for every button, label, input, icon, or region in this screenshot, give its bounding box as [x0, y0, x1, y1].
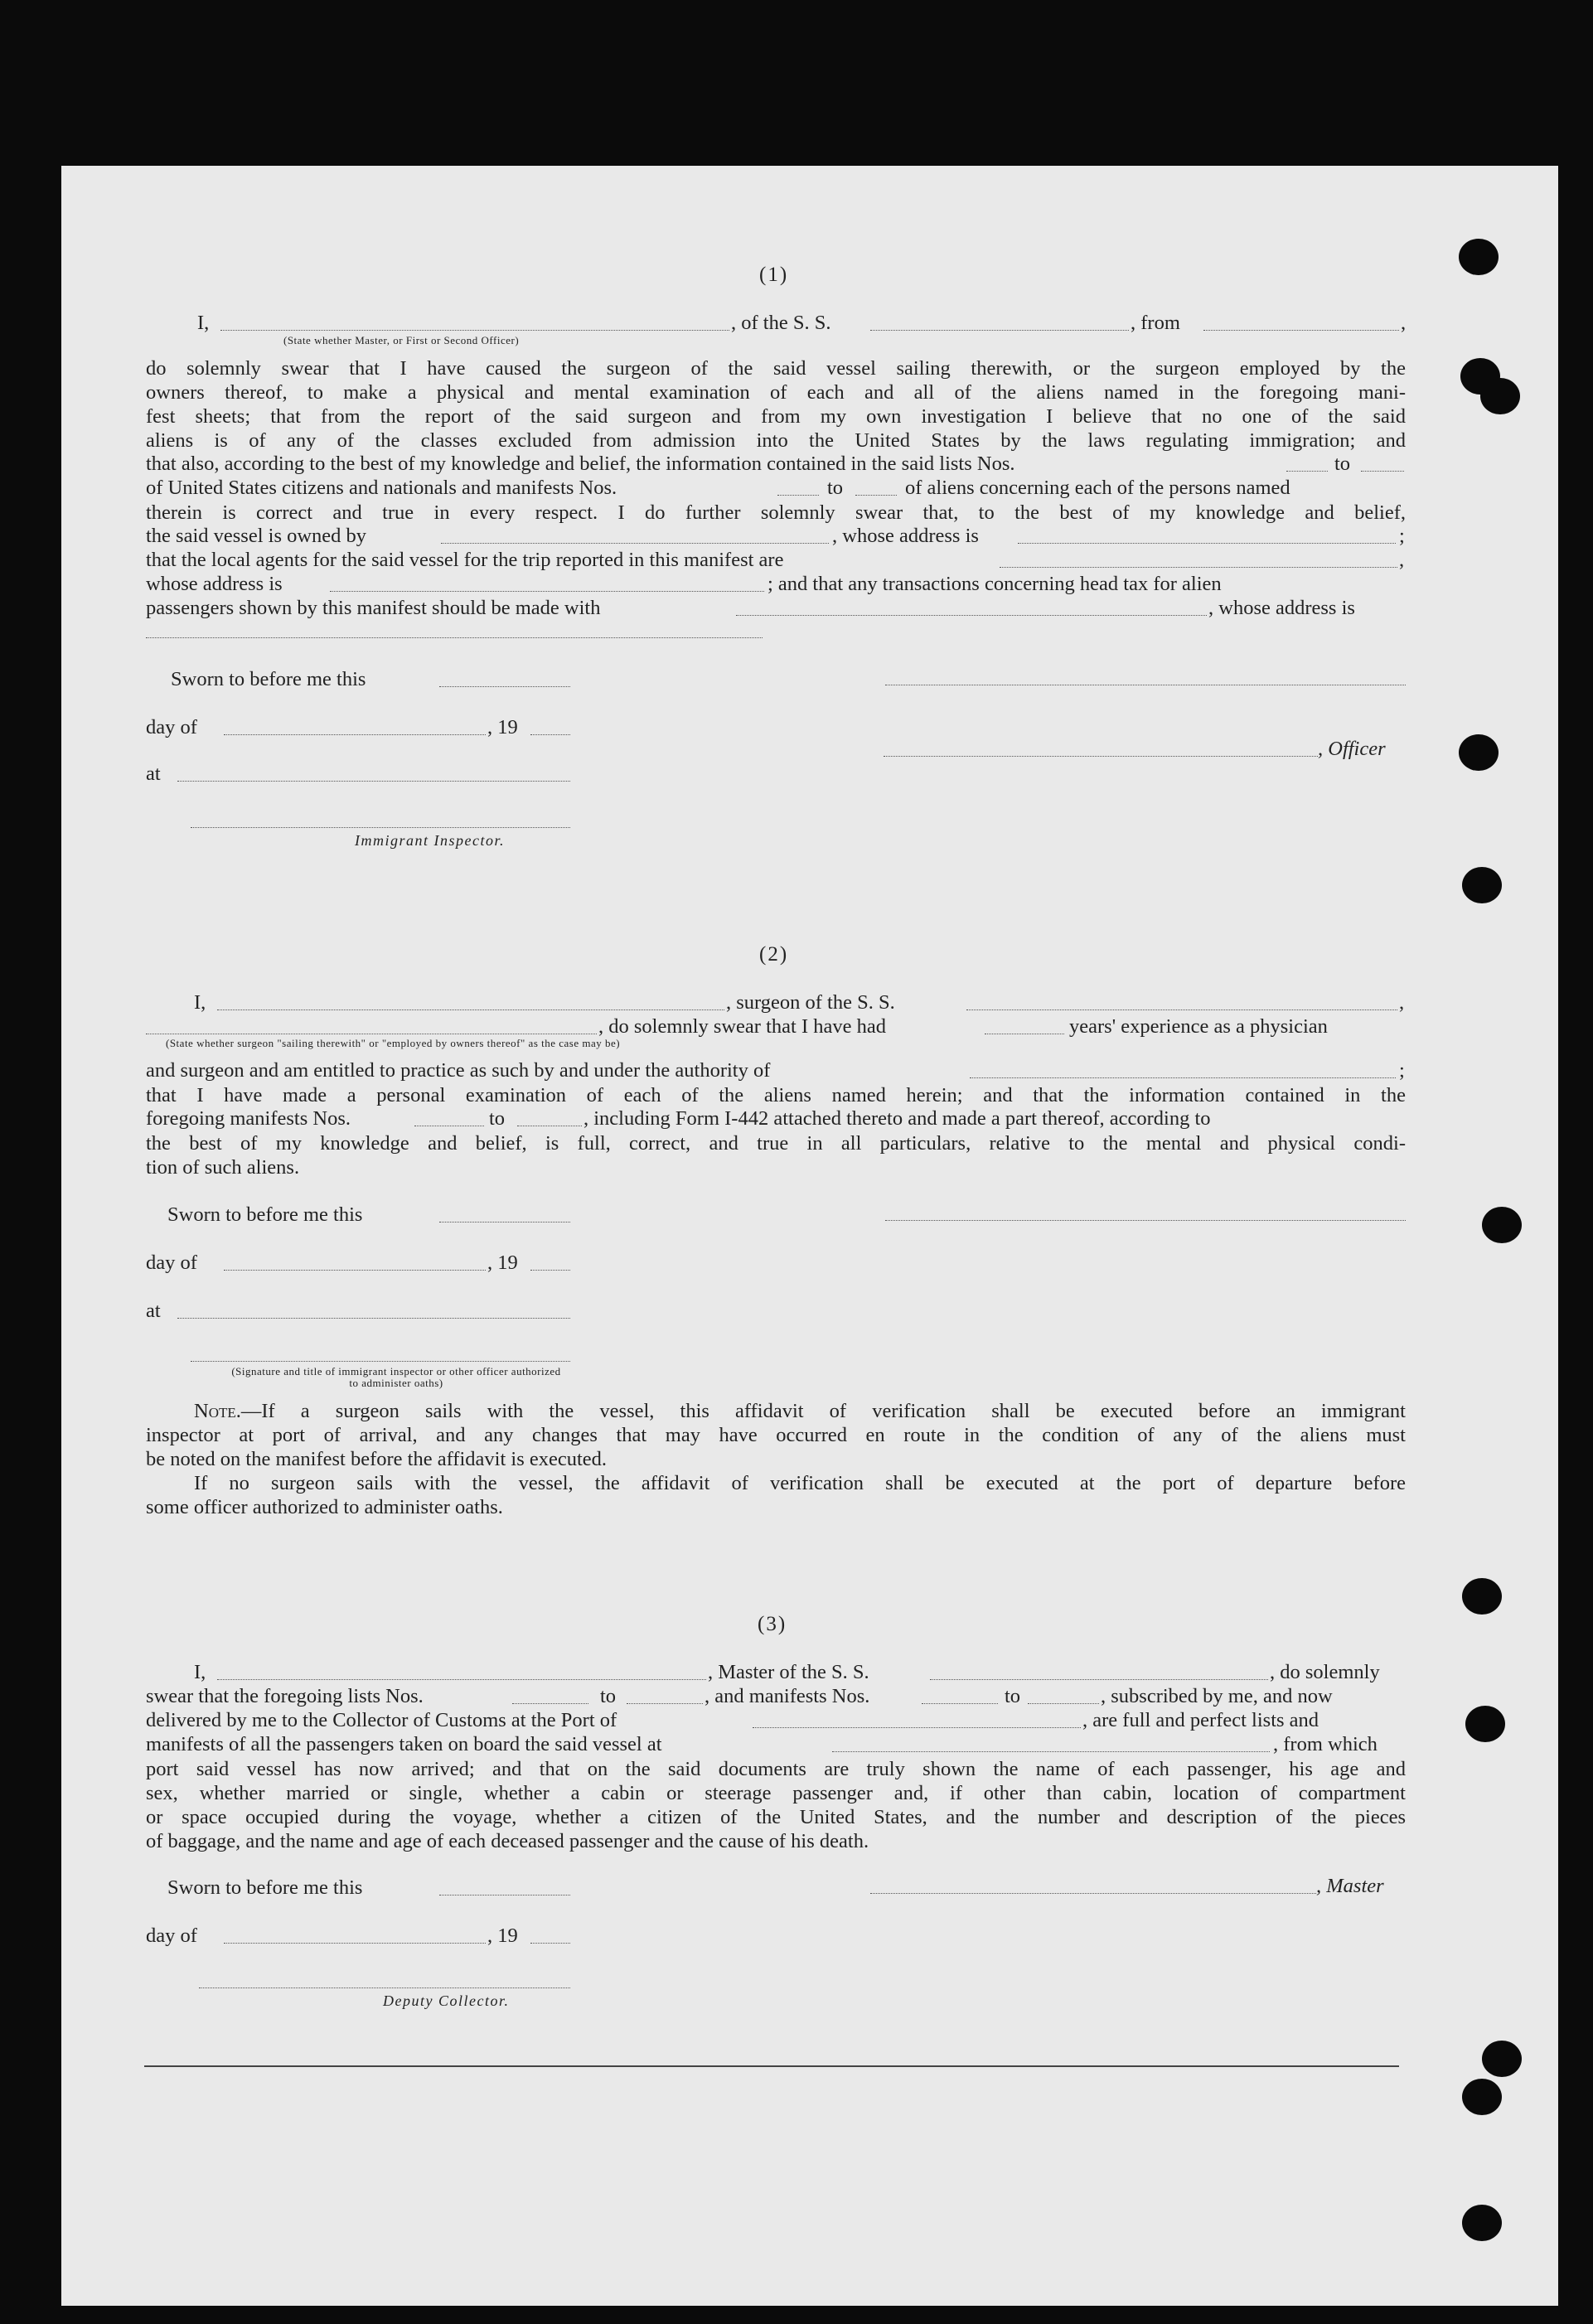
- s1-owner-field[interactable]: [441, 543, 829, 544]
- s2-note-line: some officer authorized to administer oaths.: [146, 1496, 503, 1518]
- s2-line5b: to: [489, 1107, 506, 1130]
- s1-year: , 19: [487, 716, 518, 738]
- s1-of-ss: , of the S. S.: [731, 312, 831, 334]
- punch-hole: [1465, 1706, 1505, 1742]
- s1-officer-label: , Officer: [1318, 738, 1386, 760]
- s1-sworn: Sworn to before me this: [171, 668, 366, 690]
- s1-manifests-to-field[interactable]: [855, 495, 897, 496]
- s1-agents-address-field[interactable]: [330, 591, 764, 592]
- s3-line: of baggage, and the name and age of each deceased passenger and the cause of his death.: [146, 1830, 869, 1852]
- s1-line5b: to: [1334, 453, 1351, 475]
- s3-line2e: , subscribed by me, and now: [1101, 1685, 1333, 1707]
- s1-officer-note: (State whether Master, or First or Second Officer): [283, 334, 520, 346]
- s2-line: the best of my knowledge and belief, is full, correct, and true in all particulars, relative to the mental and physical condi-: [146, 1132, 1406, 1155]
- s2-note-line: inspector at port of arrival, and any changes that may have occurred en route in the condition of any of the aliens must: [146, 1424, 1406, 1446]
- s2-year-field[interactable]: [530, 1270, 570, 1271]
- s3-line: sex, whether married or single, whether a cabin or steerage passenger and, if other than cabin, location of compartment: [146, 1782, 1406, 1804]
- s2-line3a: and surgeon and am entitled to practice as such by and under the authority of: [146, 1059, 771, 1082]
- s2-note-line: [146, 1399, 1406, 1423]
- punch-hole: [1462, 867, 1502, 903]
- bottom-rule: [144, 2065, 1399, 2067]
- s3-sworn: Sworn to before me this: [167, 1876, 363, 1899]
- s2-inspector-signature-field[interactable]: [191, 1361, 570, 1362]
- punch-hole: [1480, 378, 1520, 414]
- s1-line: aliens is of any of the classes excluded from admission into the United States by the laws regulating immigration; and: [146, 429, 1406, 452]
- s3-lists-to-field[interactable]: [627, 1703, 703, 1704]
- punch-hole: [1462, 2079, 1502, 2115]
- s3-solemnly: , do solemnly: [1270, 1661, 1380, 1683]
- s1-line: owners thereof, to make a physical and mental examination of each and all of the aliens named in the foregoing mani-: [146, 381, 1406, 404]
- s1-line8c: ;: [1399, 525, 1405, 547]
- s1-line11b: , whose address is: [1208, 597, 1355, 619]
- s1-year-field[interactable]: [530, 734, 570, 735]
- s1-from: , from: [1131, 312, 1180, 334]
- s2-year: , 19: [487, 1252, 518, 1274]
- s3-line: port said vessel has now arrived; and that on the said documents are truly shown the name of each passenger, his age and: [146, 1758, 1406, 1780]
- s1-line: therein is correct and true in every respect. I do further solemnly swear that, to the best of my knowledge and belief,: [146, 501, 1406, 524]
- s1-from-field[interactable]: [1203, 330, 1399, 331]
- punch-hole: [1462, 2205, 1502, 2241]
- s2-swear-a: , do solemnly swear that I have had: [598, 1015, 886, 1038]
- s2-note-line: If no surgeon sails with the vessel, the affidavit of verification shall be executed at the port of departure before: [194, 1472, 1406, 1494]
- s3-line2c: , and manifests Nos.: [705, 1685, 870, 1707]
- s1-line6a: of United States citizens and nationals and manifests Nos.: [146, 477, 617, 499]
- s3-lists-from-field[interactable]: [512, 1703, 588, 1704]
- s3-day-of: day of: [146, 1925, 197, 1947]
- s2-lead: I,: [194, 991, 206, 1014]
- s2-note-text: —If a surgeon sails with the vessel, this affidavit of verification shall be executed before an immigrant: [240, 1400, 1406, 1422]
- s3-line4b: , from which: [1273, 1733, 1378, 1755]
- s2-line3b: ;: [1399, 1059, 1405, 1082]
- s3-port-field[interactable]: [753, 1727, 1081, 1728]
- s1-headtax-address-field[interactable]: [146, 637, 763, 638]
- s1-manifests-from-field[interactable]: [777, 495, 819, 496]
- s1-officer-name-field[interactable]: [220, 330, 729, 331]
- s1-month-field[interactable]: [224, 734, 486, 735]
- s2-line6-wrap: [146, 1131, 1406, 1179]
- s2-line: that I have made a personal examination of each of the aliens named herein; and that the information contained in the: [146, 1084, 1406, 1106]
- s1-line5a: that also, according to the best of my knowledge and belief, the information contained in the said lists Nos.: [146, 453, 1015, 475]
- s3-year-field[interactable]: [530, 1943, 570, 1944]
- s1-line: fest sheets; that from the report of the said surgeon and from my own investigation I believe that no one of the said: [146, 405, 1406, 428]
- s2-line5a: foregoing manifests Nos.: [146, 1107, 351, 1130]
- s2-line5c: , including Form I-442 attached thereto and made a part thereof, according to: [583, 1107, 1211, 1130]
- s2-note-label: Note.: [194, 1400, 241, 1422]
- s1-inspector-signature-field[interactable]: [191, 827, 570, 828]
- punch-hole: [1482, 2041, 1522, 2077]
- s2-month-field[interactable]: [224, 1270, 486, 1271]
- s1-owner-address-field[interactable]: [1018, 543, 1396, 544]
- s3-manifests-from-field[interactable]: [922, 1703, 998, 1704]
- s3-line3b: , are full and perfect lists and: [1082, 1709, 1319, 1731]
- s3-line2b: to: [600, 1685, 617, 1707]
- s1-line6b: to: [827, 477, 844, 499]
- s2-day-of: day of: [146, 1252, 197, 1274]
- s3-year: , 19: [487, 1925, 518, 1947]
- section-1-number: (1): [759, 264, 789, 286]
- s1-line10a: whose address is: [146, 573, 283, 595]
- s2-note-line: be noted on the manifest before the affidavit is executed.: [146, 1448, 608, 1470]
- s3-master-of: , Master of the S. S.: [708, 1661, 869, 1683]
- s1-line9a: that the local agents for the said vessel for the trip reported in this manifest are: [146, 549, 784, 571]
- s2-status-note: (State whether surgeon "sailing therewith" or "employed by owners thereof" as the case may be): [166, 1037, 621, 1049]
- s1-line9b: ,: [1399, 549, 1405, 571]
- s1-officer-field[interactable]: [884, 756, 1318, 757]
- s2-swear-b: years' experience as a physician: [1069, 1015, 1328, 1038]
- s3-master-signature-field[interactable]: [870, 1893, 1316, 1894]
- s3-master-label: , Master: [1316, 1875, 1384, 1897]
- punch-hole: [1482, 1207, 1522, 1243]
- s3-body: [146, 1757, 1406, 1853]
- s2-surgeon-of: , surgeon of the S. S.: [726, 991, 895, 1014]
- s2-signature-field[interactable]: [885, 1220, 1406, 1221]
- s1-line10b: ; and that any transactions concerning head tax for alien: [767, 573, 1222, 595]
- section-3-number: (3): [758, 1613, 787, 1635]
- s1-lists-from-field[interactable]: [1286, 471, 1328, 472]
- s1-sworn-date-field[interactable]: [439, 686, 570, 687]
- s1-line11a: passengers shown by this manifest should be made with: [146, 597, 601, 619]
- s3-month-field[interactable]: [224, 1943, 486, 1944]
- punch-hole: [1462, 1578, 1502, 1615]
- s3-manifests-to-field[interactable]: [1028, 1703, 1099, 1704]
- s1-lead: I,: [197, 312, 210, 334]
- s3-line3a: delivered by me to the Collector of Customs at the Port of: [146, 1709, 617, 1731]
- s1-headtax-field[interactable]: [736, 615, 1207, 616]
- s2-at-field[interactable]: [177, 1318, 570, 1319]
- s2-line: tion of such aliens.: [146, 1156, 300, 1179]
- s1-day-of: day of: [146, 716, 197, 738]
- s2-sworn: Sworn to before me this: [167, 1203, 363, 1226]
- s2-note: [146, 1399, 1406, 1519]
- s3-line2d: to: [1005, 1685, 1021, 1707]
- s3-line2a: swear that the foregoing lists Nos.: [146, 1685, 424, 1707]
- s3-sworn-date-field[interactable]: [439, 1895, 570, 1896]
- s1-agents-field[interactable]: [1000, 567, 1397, 568]
- s1-comma: ,: [1401, 312, 1407, 334]
- s1-line7-wrap: [146, 501, 1406, 525]
- s1-at: at: [146, 763, 161, 785]
- s2-signature-caption: (Signature and title of immigrant inspector or other officer authorized to administer oaths): [231, 1365, 561, 1389]
- s1-line8b: , whose address is: [832, 525, 979, 547]
- s1-at-field[interactable]: [177, 781, 570, 782]
- section-2-number: (2): [759, 943, 789, 966]
- s1-inspector-caption: Immigrant Inspector.: [355, 832, 505, 849]
- s2-line4-wrap: [146, 1083, 1406, 1107]
- s1-line: do solemnly swear that I have caused the surgeon of the said vessel sailing therewith, or the surgeon employed by the: [146, 357, 1406, 380]
- s3-line4a: manifests of all the passengers taken on board the said vessel at: [146, 1733, 662, 1755]
- s3-lead: I,: [194, 1661, 206, 1683]
- punch-hole: [1459, 239, 1499, 275]
- s1-vessel-field[interactable]: [870, 330, 1129, 331]
- s2-authority-field[interactable]: [970, 1077, 1396, 1078]
- s2-vessel-field[interactable]: [966, 1009, 1397, 1010]
- s2-comma: ,: [1399, 991, 1405, 1014]
- s3-collector-caption: Deputy Collector.: [383, 1992, 510, 2009]
- s3-master-name-field[interactable]: [217, 1679, 706, 1680]
- s1-body: [146, 356, 1406, 453]
- s1-line6c: of aliens concerning each of the persons named: [905, 477, 1290, 499]
- s2-sworn-date-field[interactable]: [439, 1222, 570, 1223]
- s3-line: or space occupied during the voyage, whether a citizen of the United States, and the number and description of the pieces: [146, 1806, 1406, 1828]
- s1-lists-to-field[interactable]: [1361, 471, 1404, 472]
- s3-boarding-port-field[interactable]: [832, 1751, 1270, 1752]
- s2-surgeon-name-field[interactable]: [217, 1009, 724, 1010]
- s2-at: at: [146, 1300, 161, 1322]
- punch-hole: [1459, 734, 1499, 771]
- s1-line8a: the said vessel is owned by: [146, 525, 367, 547]
- s3-vessel-field[interactable]: [930, 1679, 1268, 1680]
